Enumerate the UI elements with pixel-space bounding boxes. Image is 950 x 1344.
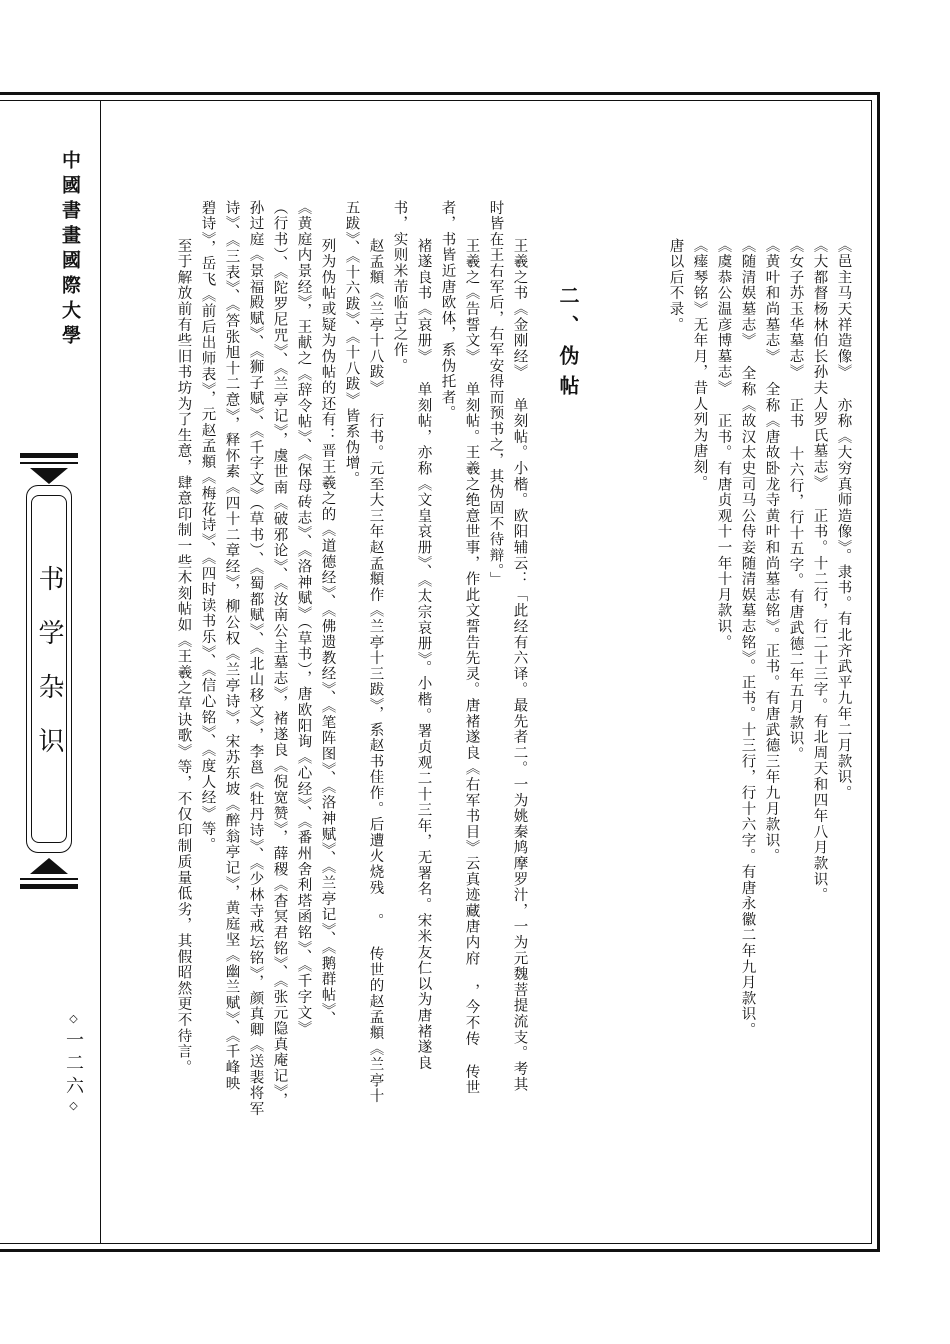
text-column-l2: 王羲之《告誓文》 单刻帖。王羲之绝意世事，作此文誓告先灵。唐褚遂良《右军书目》云真迹藏唐内府 ，今不传 传世 xyxy=(463,238,480,1096)
page-number-marker-top: ◇ xyxy=(67,1012,80,1030)
cartouche-rule-top-thick xyxy=(20,453,78,458)
text-column-l9: 《黄庭内景经》，王献之《辞令帖》、《保母砖志》、《洛神赋》（草书），唐欧阳询《心经》、《番州舍利塔函铭》、《千字文》 xyxy=(295,200,312,1037)
text-column-u1: 《大都督杨林伯长孙夫人罗氏墓志》 正书。十二行，行二十三字。有北周天和四年八月款识。 xyxy=(811,238,828,904)
cartouche-rule-top-thin xyxy=(20,462,78,464)
text-column-u7: 唐以后不录。 xyxy=(667,238,684,333)
text-column-l13: 碧诗》，岳飞《前后出师表》，元赵孟頫《梅花诗》、《四时读书乐》、《信心铭》、《度人经》等。 xyxy=(199,200,216,853)
text-column-l11: 孙过庭《景福殿赋》、《狮子赋》、《千字文》（草书）、《蜀都赋》、《北山移文》，李邕《牡丹诗》、《少林寺戒坛铭》，颜真卿《送裴将军 xyxy=(247,200,264,1117)
cartouche-rule-bottom-thick xyxy=(20,884,78,889)
text-column-l10: （行书）、《陀罗尼咒》、《兰亭记》，虞世南《破邪论》、《汝南公主墓志》，褚遂良《倪宽赞》，薛稷《杳冥君铭》、《张元隐真庵记》， xyxy=(271,200,288,1109)
text-column-l4: 褚遂良书《哀册》 单刻帖，亦称《文皇哀册》、《太宗哀册》。小楷。署贞观二十三年，无署名。宋米友仁以为唐褚遂良 xyxy=(415,238,432,1071)
text-column-l12: 诗》、《三表》、《答张旭十二意》，释怀素《四十二章经》，柳公权《兰亭诗》，宋苏东坡《醉翁亭记》，黄庭坚《幽兰赋》、《千峰映 xyxy=(223,200,240,1092)
page-number xyxy=(64,1012,82,1117)
page-number-marker-bottom: ◇ xyxy=(67,1099,80,1117)
margin-divider xyxy=(100,100,101,1244)
text-column-u6: 《瘗琴铭》无年月，昔人列为唐刻。 xyxy=(691,238,708,491)
text-column-l8: 列为伪帖或疑为伪帖的还有：晋王羲之的《道德经》、《佛遗教经》、《笔阵图》、《洛神赋》、《兰亭记》、《鹅群帖》、 xyxy=(319,238,336,1028)
book-title: 书学杂识 xyxy=(34,565,64,781)
page-number-value: 一二六 xyxy=(63,1030,84,1099)
cartouche-bottom-ornament-icon xyxy=(30,858,68,874)
text-column-l5: 书，实则米芾临古之作。 xyxy=(391,200,408,374)
text-column-l7: 五跋》、《十六跋》、《十八跋》皆系伪增。 xyxy=(343,200,360,487)
text-column-u0: 《邑主马天祥造像》 亦称《大穷真师造像》。隶书。有北齐武平九年二月款识。 xyxy=(835,238,852,802)
text-column-l1: 时皆在王右军后，右军安得而预书之，其伪固不待辩。」 xyxy=(487,200,504,588)
text-column-u2: 《女子苏玉华墓志》 正书 十六行，行十五字。有唐武德二年五月款识。 xyxy=(787,238,804,763)
text-column-l0: 王羲之书《金刚经》 单刻帖。小楷。欧阳辅云：「此经有六译。最先者二。一为姚秦鸠摩罗汁，一为元魏菩提流支。考其 xyxy=(511,238,528,1093)
cartouche-top-ornament-icon xyxy=(30,468,68,484)
section-heading: 二、伪帖 xyxy=(556,285,580,405)
series-title: 中國書畫國際大學 xyxy=(59,150,81,350)
text-column-l14: 至于解放前有些旧书坊为了生意，肆意印制一些木刻帖如《王羲之草诀歌》等，不仅印制质量低劣，其假昭然更不待言。 xyxy=(175,238,192,1076)
text-column-l3: 者，书皆近唐欧体，系伪托者。 xyxy=(439,200,456,422)
text-column-l6: 赵孟頫《兰亭十八跋》 行书。元至大三年赵孟頫作《兰亭十三跋》，系赵书佳作。后遭火烧残 。 传世的赵孟頫《兰亭十 xyxy=(367,238,384,1105)
text-column-u4: 《随清娱墓志》 全称《故汉太史司马公侍妾随清娱墓志铭》。正书。十三行，行十六字。有唐永徽二年九月款识。 xyxy=(739,238,756,1039)
text-column-u3: 《黄叶和尚墓志》 全称《唐故卧龙寺黄叶和尚墓志铭》。正书。有唐武德三年九月款识。 xyxy=(763,238,780,865)
cartouche-rule-bottom-thin xyxy=(20,878,78,880)
text-column-u5: 《虞恭公温彦博墓志》 正书。有唐贞观十一年十月款识。 xyxy=(715,238,732,651)
